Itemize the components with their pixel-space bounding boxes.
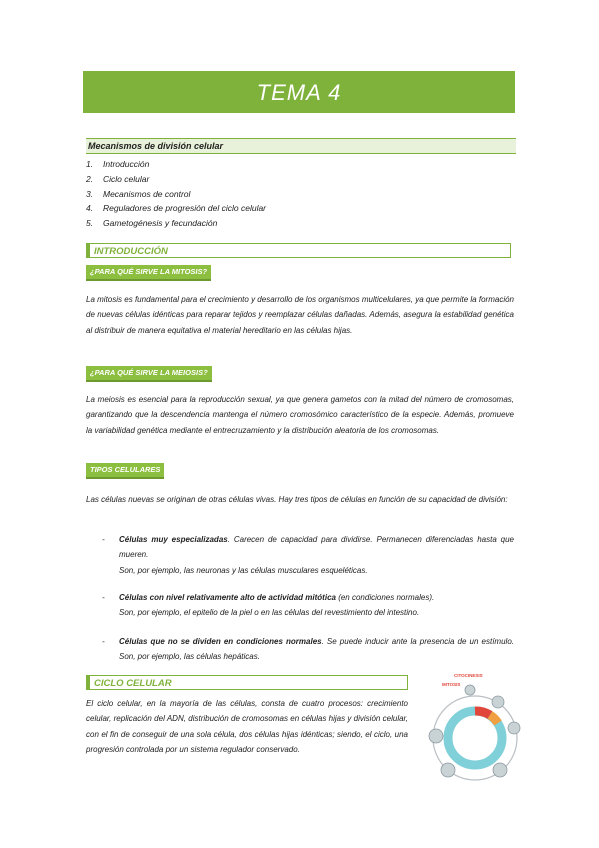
index-header: Mecanismos de división celular: [86, 138, 516, 154]
bullet-item: - Células que no se dividen en condiciones normales. Se puede inducir ante la presencia de un estímulo. Son, por ejemplo, las células hepáticas.: [102, 637, 514, 662]
list-item: 1. Introducción: [86, 159, 150, 169]
label-mitosis: ¿PARA QUÉ SIRVE LA MITOSIS?: [86, 265, 211, 281]
cell-icon: [465, 685, 475, 695]
list-item: 4. Reguladores de progresión del ciclo celular: [86, 203, 267, 214]
cell-icon: [508, 722, 520, 734]
section-header-introduccion: INTRODUCCIÓN: [86, 243, 511, 258]
paragraph-ciclo: El ciclo celular, en la mayoría de las células, consta de cuatro procesos: crecimiento celular, replicación del ADN, distribución de cromosomas en células hijas y división celular, con el fin de conseguir de una sola célula, dos células hijas idénticas; siendo, el ciclo, una progresión controlada por un sistema regulador conservado.: [86, 699, 408, 755]
paragraph-mitosis: La mitosis es fundamental para el crecimiento y desarrollo de los organismos multicelulares, ya que permite la formación de nuevas células idénticas para reparar tejidos y reemplazar células dañadas. Además, asegura la estabilidad genética al distribuir de manera equitativa el material hereditario en las células hijas.: [86, 295, 514, 335]
section-header-ciclo-celular: CICLO CELULAR: [86, 675, 408, 690]
label-meiosis: ¿PARA QUÉ SIRVE LA MEIOSIS?: [86, 366, 212, 382]
cell-icon: [492, 696, 504, 708]
page-title: TEMA 4: [256, 80, 342, 105]
list-item: 5. Gametogénesis y fecundación: [86, 218, 218, 229]
list-item: 2. Ciclo celular: [86, 173, 150, 184]
cycle-center: [458, 721, 492, 755]
list-item: 3. Mecanismos de control: [86, 188, 191, 199]
index-list: [86, 157, 266, 231]
cell-icon: [493, 763, 507, 777]
page-title-banner: [83, 71, 515, 113]
diagram-label-mitosis: MITOSIS: [442, 682, 461, 687]
mitosis-segment: [475, 711, 490, 715]
bullet-item: - Células muy especializadas. Carecen de capacidad para dividirse. Permanecen diferenciadas hasta que mueren. Son, por ejemplo, las neuronas y las células musculares esqueléticas.: [102, 535, 515, 575]
cell-icon: [441, 763, 455, 777]
paragraph-tipos: Las células nuevas se originan de otras células vivas. Hay tres tipos de células en función de su capacidad de división:: [86, 495, 508, 504]
cell-icon: [429, 729, 443, 743]
label-tipos-celulares: TIPOS CELULARES: [86, 463, 164, 479]
bullet-item: - Células con nivel relativamente alto de actividad mitótica (en condiciones normales). Son, por ejemplo, el epitelio de la piel o en las células del revestimiento del intestino.: [102, 593, 435, 618]
paragraph-meiosis: La meiosis es esencial para la reproducción sexual, ya que genera gametos con la mitad del número de cromosomas, garantizando que la descendencia mantenga el número cromosómico característico de la especie. Además, promueve la variabilidad genética mediante el entrecruzamiento y la distribución aleatoria de los cromosomas.: [86, 395, 514, 435]
cell-cycle-diagram: [418, 668, 530, 786]
diagram-label-citocinesis: CITOCINESIS: [454, 673, 483, 678]
